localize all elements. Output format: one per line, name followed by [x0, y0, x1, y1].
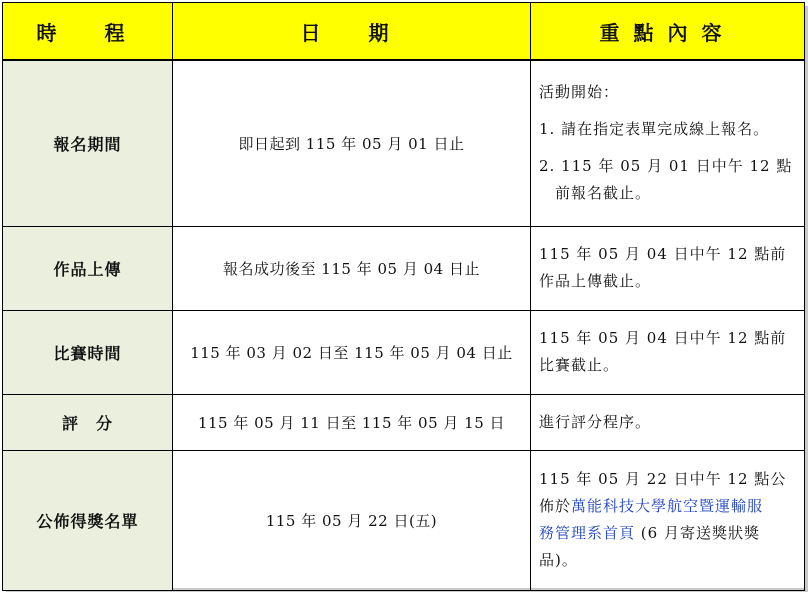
- period-cell: 報名期間: [3, 60, 173, 226]
- content-line: 作品上傳截止。: [539, 272, 652, 290]
- content-line: 1. 請在指定表單完成線上報名。: [539, 120, 770, 139]
- content-line: 比賽截止。: [539, 356, 620, 374]
- period-cell: 比賽時間: [3, 310, 173, 394]
- date-cell: 115 年 05 月 22 日(五): [173, 450, 531, 590]
- content-line: 活動開始：: [539, 83, 620, 102]
- table-row: [3, 394, 805, 450]
- date-cell: 即日起到 115 年 05 月 01 日止: [173, 60, 531, 226]
- content-line: 2. 115 年 05 月 01 日中午 12 點: [539, 157, 793, 176]
- content-line: 前報名截止。: [555, 184, 652, 203]
- content-cell: [531, 226, 805, 310]
- content-line: 進行評分程序。: [539, 412, 652, 431]
- period-cell: 公佈得獎名單: [3, 450, 173, 590]
- table-row: [3, 60, 805, 226]
- schedule-table: [2, 2, 805, 591]
- table-row: [3, 226, 805, 310]
- content-cell: [531, 450, 805, 590]
- content-line: [539, 493, 796, 520]
- content-line: [539, 520, 796, 547]
- header-period: 時 程: [3, 3, 173, 61]
- content-line: 115 年 05 月 22 日中午 12 點公: [539, 470, 787, 488]
- date-cell: 115 年 03 月 02 日至 115 年 05 月 04 日止: [173, 310, 531, 394]
- period-cell: 評 分: [3, 394, 173, 450]
- header-date: 日 期: [173, 3, 531, 61]
- content-cell: [531, 310, 805, 394]
- content-line: 115 年 05 月 04 日中午 12 點前: [539, 329, 787, 347]
- content-cell: [531, 394, 805, 450]
- content-line: 115 年 05 月 04 日中午 12 點前: [539, 245, 787, 263]
- table-row: [3, 450, 805, 590]
- table-row: [3, 310, 805, 394]
- header-row: [3, 3, 805, 61]
- date-cell: 115 年 05 月 11 日至 115 年 05 月 15 日: [173, 394, 531, 450]
- date-cell: 報名成功後至 115 年 05 月 04 日止: [173, 226, 531, 310]
- content-line: 品)。: [539, 551, 578, 569]
- header-content: 重點內容: [531, 3, 805, 61]
- content-text: (6 月寄送獎狀獎: [635, 524, 760, 542]
- content-cell: [531, 60, 805, 226]
- department-homepage-link[interactable]: 萬能科技大學航空暨運輸服: [571, 497, 764, 515]
- department-homepage-link[interactable]: 務管理系首頁: [539, 524, 636, 542]
- period-cell: 作品上傳: [3, 226, 173, 310]
- content-text: 佈於: [539, 497, 572, 515]
